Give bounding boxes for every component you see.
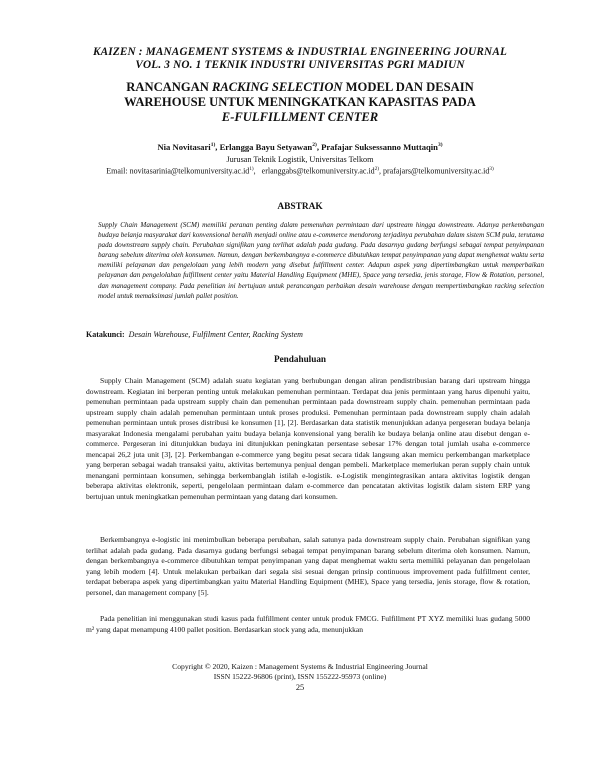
email-1-sup: 1)	[249, 166, 254, 172]
title-part: RANCANGAN	[126, 80, 212, 94]
footer-copyright: Copyright © 2020, Kaizen : Management Systems & Industrial Engineering Journal	[172, 662, 428, 671]
email-line: Email: $novitasarinia@telkomuniversity.ac.id^{1)}$, $erlanggabs@telkomuniversity.ac.id^{2)}$, $prafajars@telkomuniversity.ac.id^{3)}$	[106, 166, 494, 176]
footer-issn: ISSN 15222-96806 (print), ISSN 155222-95973 (online)	[213, 672, 387, 681]
keywords-label: Katakunci:	[86, 330, 125, 339]
paragraph-1: Supply Chain Management (SCM) adalah suatu kegiatan yang berhubungan dengan aliran pendistribusian barang dari upstream hingga downstream. Kegiatan ini berperan penting untuk melakukan pemenuhan permintaan. Terdapat dua jenis permintaan yang harus dipenuhi yaitu, pemenuhan permintaan pada upstream supply chain dan pemenuhan permintaan pada downstream supply chain. pemenuhan permintaan pada upstream supply chain adalah pemenuhan permintaan untuk proses produksi. Pemenuhan permintaan pada downstream supply chain adalah pemenuhan permintaan untuk proses distribusi ke konsumen [1], [2]. Berdasarkan data statistik menunjukkan adanya pergeseran budaya belanja masyarakat Indonesia mengalami perubahan yaitu budaya belanja konvensional yang beralih ke budaya belanja online atau disebut dengan e-commerce. Pergeseran ini ditunjukkan budaya ini ditunjukkan peningkatan persentase sebesar 17% dengan total jumlah usaha e-commerce mencapai 26,2 juta unit [3], [2]. Perkembangan e-commerce yang begitu pesat secara tidak langsung akan memicu perkembangan marketplace yang berperan sebagai wadah transaksi yaitu, aktivitas bertemunya penjual dengan pembeli. Marketplace memerlukan peran supply chain untuk menangani permintaan konsumen, sehingga berkembanglah istilah e-logistik. e-Logistik mengintegrasikan antara aktivitas logistik dengan beberapa aktivitas elektronik, seperti, pengelolaan permintaan dalam e-commerce dan pencatatan aktivitas logistik dalam sistem ERP yang bertujuan untuk meningkatkan pemenuhan permintaan yang datang dari konsumen.	[86, 376, 530, 502]
author-separator: ,	[215, 142, 220, 152]
author-2-affiliation: 2)	[312, 142, 317, 149]
title-line-1	[60, 80, 540, 95]
author-1-affiliation: 1)	[210, 142, 216, 149]
title-part-italic: RACKING SELECTION	[211, 80, 343, 94]
journal-volume: VOL. 3 NO. 1 TEKNIK INDUSTRI UNIVERSITAS PGRI MADIUN	[135, 59, 465, 71]
author-1: Nia Novitasari	[157, 142, 211, 152]
title-part: MODEL DAN DESAIN	[342, 80, 474, 94]
section-heading: Pendahuluan	[273, 354, 327, 364]
author-2: Erlangga Bayu Setyawan	[219, 142, 313, 152]
abstract-heading: ABSTRAK	[277, 202, 323, 212]
author-list	[40, 142, 560, 152]
keywords	[86, 330, 546, 339]
email-3-sup: 3)	[489, 166, 494, 172]
email-1[interactable]: novitasarinia@telkomuniversity.ac.id	[129, 166, 250, 176]
keywords-value: Desain Warehouse, Fulfilment Center, Racking System	[128, 330, 303, 339]
paragraph-2: Berkembangnya e-logistic ini menimbulkan beberapa perubahan, salah satunya pada downstream supply chain. Perubahan signifikan yang terlihat adalah pada gudang. Pada dasarnya gudang berfungsi sebagai tempat penyimpanan barang sebelum diterima oleh konsumen. Namun, dengan berkembangnya e-commerce dibutuhkan tempat penyimpanan yang dapat menghemat waktu serta memiliki pelayanan dan pengelolaan yang lebih modern [4]. Untuk melakukan perbaikan dari segala sisi sesuai dengan prinsip continuous improvement pada fulfillment center, terdapat beberapa aspek yang dipertimbangkan yaitu Material Handling Equipment (MHE), Space yang tersedia, jenis storage, flow & rotation, personel, dan management company [5].	[86, 535, 530, 597]
email-3[interactable]: prafajars@telkomuniversity.ac.id	[383, 166, 490, 176]
journal-name: KAIZEN : MANAGEMENT SYSTEMS & INDUSTRIAL ENGINEERING JOURNAL	[92, 46, 508, 58]
email-2[interactable]: erlanggabs@telkomuniversity.ac.id	[261, 166, 375, 176]
paper-title	[60, 80, 540, 125]
author-separator: ,	[316, 142, 322, 152]
author-3-affiliation: 3)	[437, 142, 443, 149]
email-2-sup: 2)	[374, 166, 380, 172]
page-number: 25	[295, 683, 305, 692]
department: Jurusan Teknik Logistik, Universitas Telkom	[226, 155, 374, 164]
paragraph-3: Pada penelitian ini menggunakan studi kasus pada fulfillment center untuk produk FMCG. Fulfillment PT XYZ memiliki luas gudang 5000 m² yang dapat menampung 4100 pallet position. Berdasarkan stock yang ada, menunjukkan	[86, 614, 530, 634]
title-line-2: WAREHOUSE UNTUK MENINGKATKAN KAPASITAS PADA	[124, 95, 476, 109]
title-line-3: E-FULFILLMENT CENTER	[221, 110, 379, 124]
author-3: Prafajar Suksessanno Muttaqin	[321, 142, 438, 152]
abstract-text: Supply Chain Management (SCM) memiliki peranan penting dalam pemenuhan permintaan dari upstream hingga downstream. Adanya perkembangan budaya belanja masyarakat dari konvensional beralih menjadi online atau e-commerce mendorong terjadinya perubahan dalam sistem SCM pula, terutama pada downstream supply chain. Perubahan signifikan yang terlihat adalah pada gudang. Pada dasarnya gudang berfungsi sebagai tempat penyimpanan barang sebelum diterima oleh konsumen. Namun, dengan berkembangnya e-commerce dibutuhkan tempat penyimpanan yang dapat menghemat waktu serta memiliki pelayanan dan pengelolaan yang lebih modern yang disebut fulfillment center. Adapun aspek yang dipertimbangkan untuk memperbaikan pelayanan dan pengelolahan fulfillment center yaitu Material Handling Equipment (MHE), Space yang tersedia, jenis storage, Flow & Rotation, personel, dan management company. Pada penelitian ini bertujuan untuk perancangan perbaikan desain warehouse dengan mempertimbangkan racking selection model untuk memaksimasi jumlah pallet position.	[98, 221, 544, 300]
email-label: Email:	[106, 166, 130, 176]
